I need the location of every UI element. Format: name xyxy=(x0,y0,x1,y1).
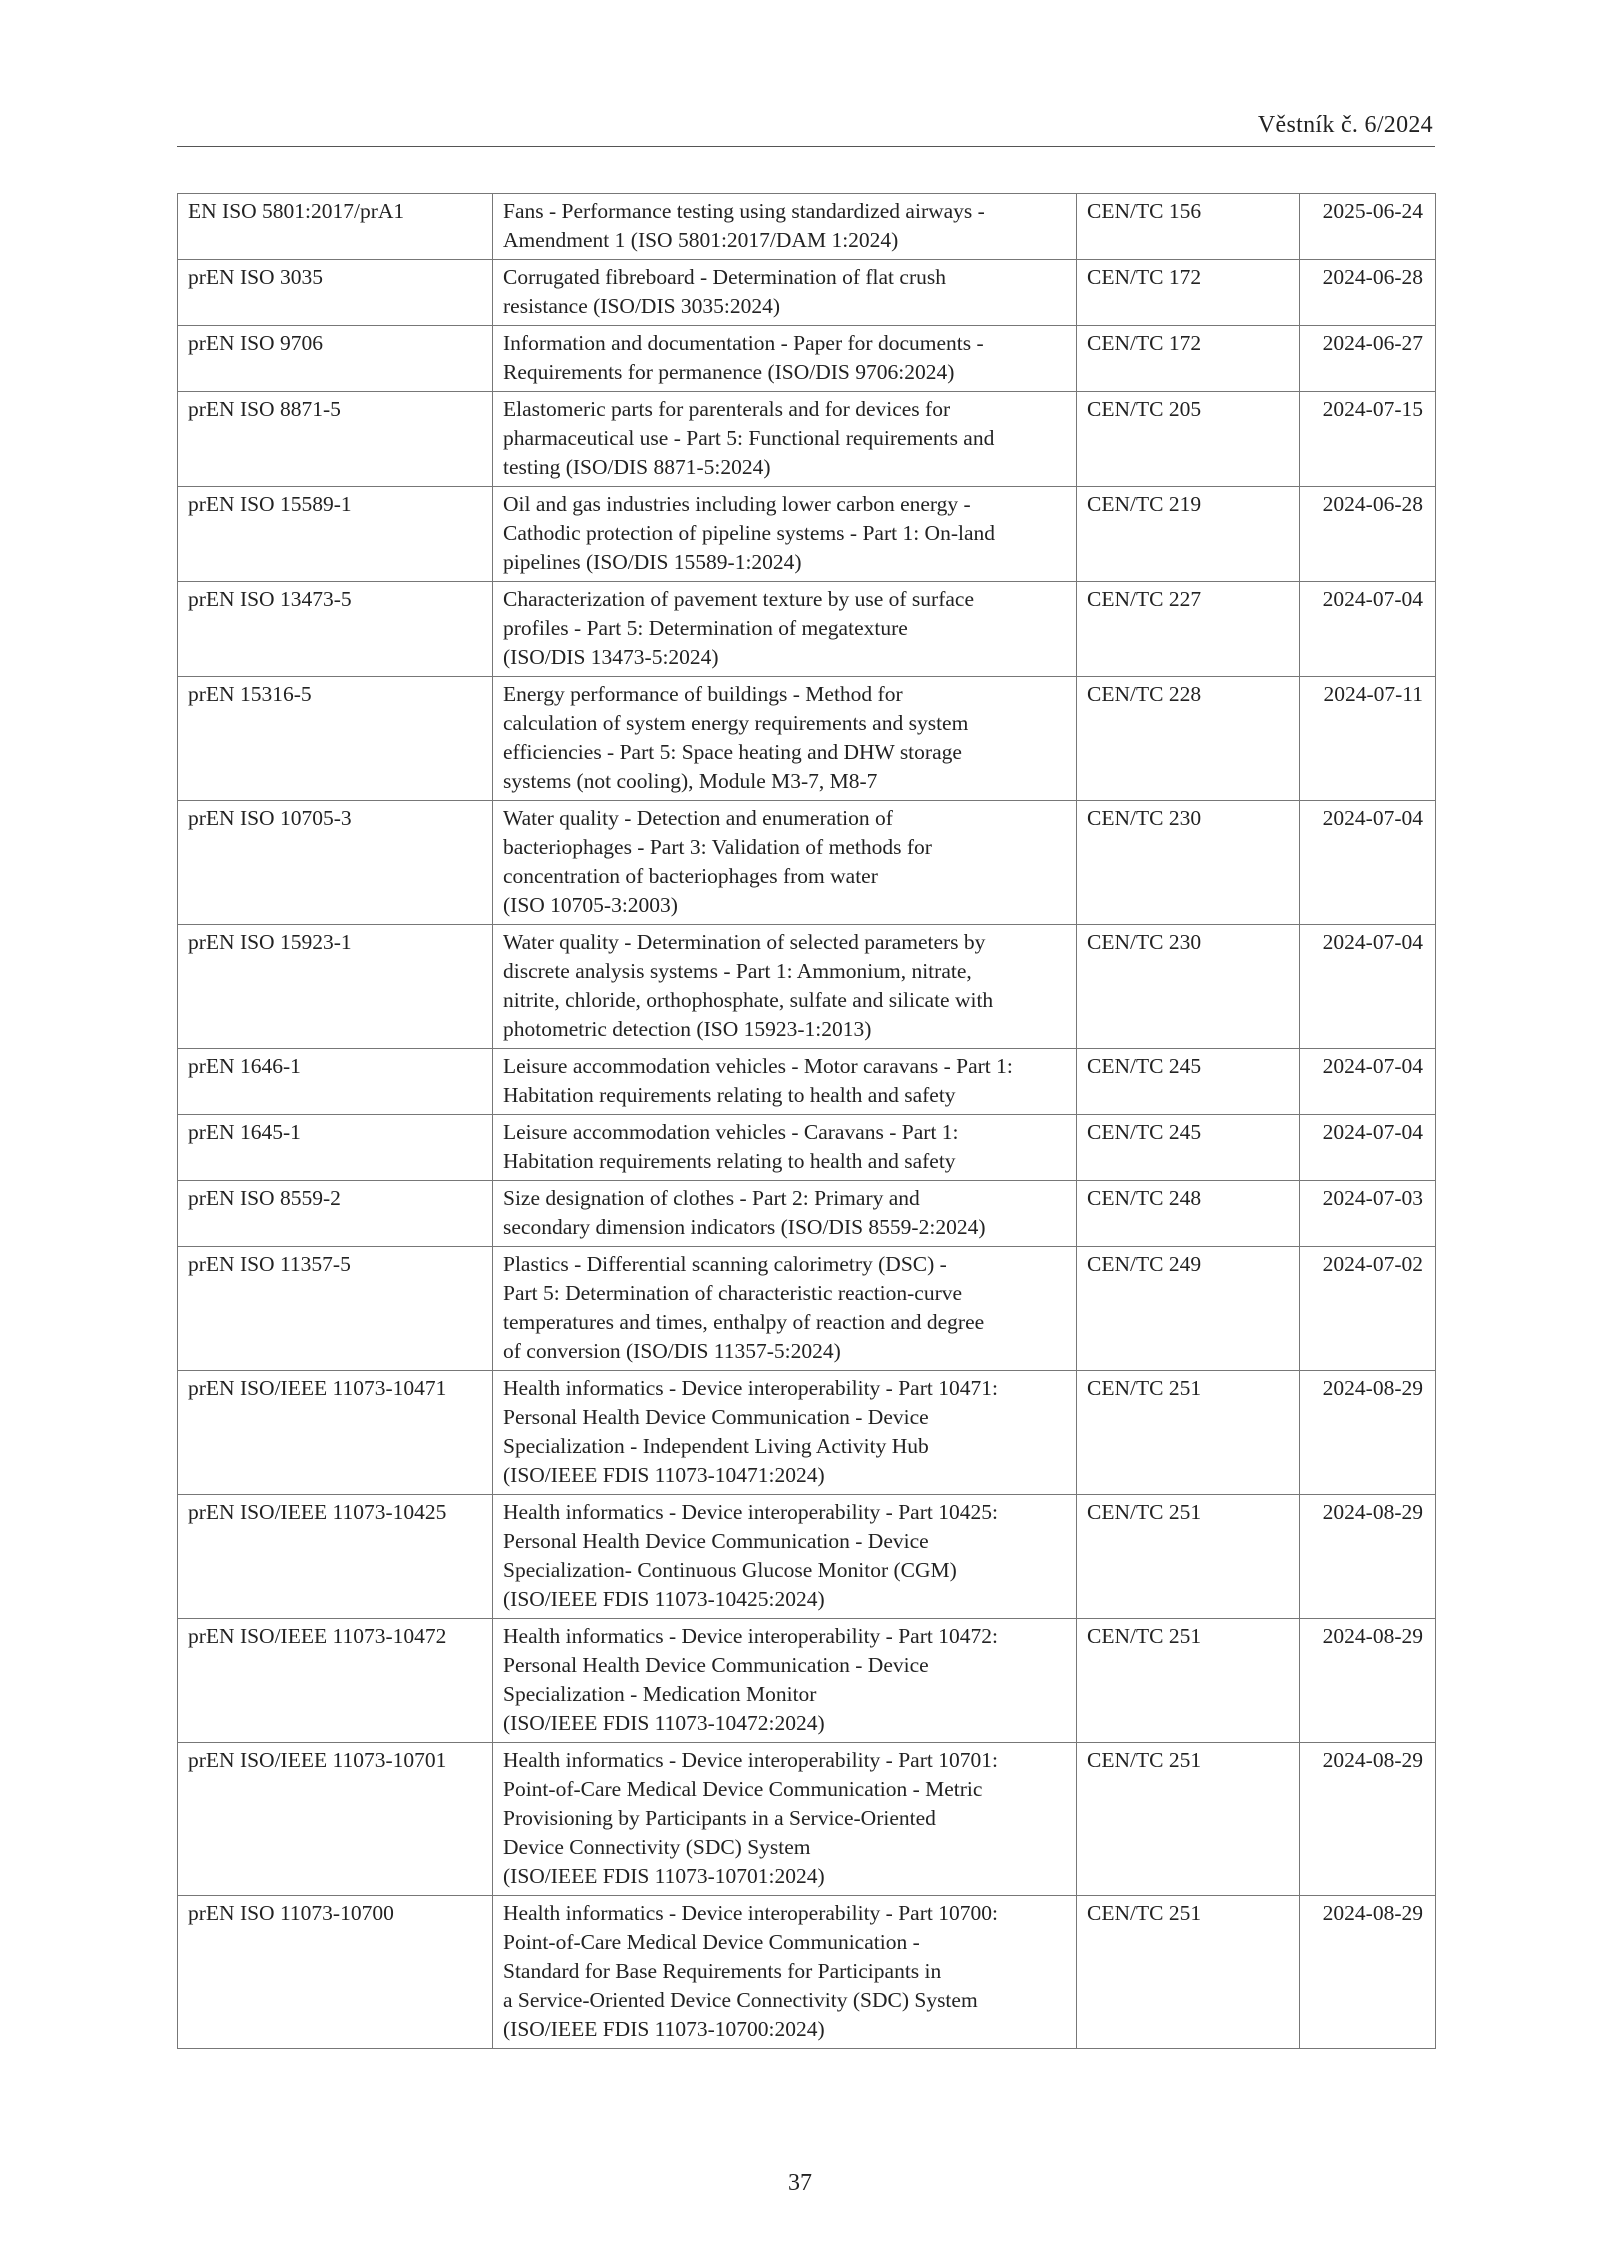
standard-title-line: Health informatics - Device interoperability - Part 10471: xyxy=(503,1376,998,1400)
technical-committee: CEN/TC 251 xyxy=(1077,1896,1300,2049)
standard-number: prEN ISO 9706 xyxy=(178,326,493,392)
standard-title xyxy=(493,1181,1077,1247)
standard-title-line: Health informatics - Device interoperability - Part 10701: xyxy=(503,1748,998,1772)
standard-number: prEN ISO 13473-5 xyxy=(178,582,493,677)
technical-committee: CEN/TC 219 xyxy=(1077,487,1300,582)
standard-number: prEN ISO 15923-1 xyxy=(178,925,493,1049)
table-row xyxy=(178,1115,1436,1181)
standard-title-line: resistance (ISO/DIS 3035:2024) xyxy=(503,294,781,318)
comment-deadline-date: 2024-07-02 xyxy=(1300,1247,1436,1371)
comment-deadline-date: 2024-08-29 xyxy=(1300,1743,1436,1896)
standard-number: prEN ISO 11357-5 xyxy=(178,1247,493,1371)
table-row xyxy=(178,1495,1436,1619)
standard-title-line: testing (ISO/DIS 8871-5:2024) xyxy=(503,455,771,479)
standard-title-line: (ISO/IEEE FDIS 11073-10701:2024) xyxy=(503,1864,825,1888)
standard-title xyxy=(493,582,1077,677)
standard-title xyxy=(493,925,1077,1049)
standard-title-line: Habitation requirements relating to health and safety xyxy=(503,1083,956,1107)
comment-deadline-date: 2024-07-04 xyxy=(1300,925,1436,1049)
technical-committee: CEN/TC 251 xyxy=(1077,1743,1300,1896)
standard-title xyxy=(493,194,1077,260)
comment-deadline-date: 2024-07-04 xyxy=(1300,1115,1436,1181)
standard-title-line: Specialization- Continuous Glucose Monitor (CGM) xyxy=(503,1558,957,1582)
standard-number: prEN ISO 10705-3 xyxy=(178,801,493,925)
standard-title-line: (ISO/IEEE FDIS 11073-10471:2024) xyxy=(503,1463,825,1487)
standard-title-line: Cathodic protection of pipeline systems - Part 1: On-land xyxy=(503,521,996,545)
standard-number: prEN ISO/IEEE 11073-10471 xyxy=(178,1371,493,1495)
standard-title-line: Energy performance of buildings - Method for xyxy=(503,682,903,706)
technical-committee: CEN/TC 228 xyxy=(1077,677,1300,801)
standard-title-line: of conversion (ISO/DIS 11357-5:2024) xyxy=(503,1339,841,1363)
table-row xyxy=(178,582,1436,677)
standard-title-line: Plastics - Differential scanning calorimetry (DSC) - xyxy=(503,1252,947,1276)
standard-number: prEN 1645-1 xyxy=(178,1115,493,1181)
comment-deadline-date: 2024-06-28 xyxy=(1300,487,1436,582)
standard-title-line: Corrugated fibreboard - Determination of flat crush xyxy=(503,265,946,289)
standard-number: prEN ISO/IEEE 11073-10701 xyxy=(178,1743,493,1896)
standard-title-line: a Service-Oriented Device Connectivity (SDC) System xyxy=(503,1988,978,2012)
standard-title-line: Specialization - Medication Monitor xyxy=(503,1682,817,1706)
technical-committee: CEN/TC 248 xyxy=(1077,1181,1300,1247)
standard-title-line: Personal Health Device Communication - Device xyxy=(503,1653,929,1677)
table-row xyxy=(178,194,1436,260)
table-row xyxy=(178,392,1436,487)
standard-title-line: Point-of-Care Medical Device Communication - xyxy=(503,1930,920,1954)
comment-deadline-date: 2024-07-11 xyxy=(1300,677,1436,801)
standard-title-line: systems (not cooling), Module M3-7, M8-7 xyxy=(503,769,878,793)
comment-deadline-date: 2024-08-29 xyxy=(1300,1495,1436,1619)
standard-title-line: Point-of-Care Medical Device Communication - Metric xyxy=(503,1777,983,1801)
standard-number: prEN ISO 8559-2 xyxy=(178,1181,493,1247)
standard-title-line: Health informatics - Device interoperability - Part 10425: xyxy=(503,1500,998,1524)
technical-committee: CEN/TC 205 xyxy=(1077,392,1300,487)
standard-number: prEN ISO 15589-1 xyxy=(178,487,493,582)
standard-title xyxy=(493,1619,1077,1743)
standard-title-line: Leisure accommodation vehicles - Motor caravans - Part 1: xyxy=(503,1054,1013,1078)
table-row xyxy=(178,487,1436,582)
standard-title-line: Part 5: Determination of characteristic reaction-curve xyxy=(503,1281,963,1305)
standard-title xyxy=(493,1247,1077,1371)
comment-deadline-date: 2024-07-03 xyxy=(1300,1181,1436,1247)
standard-title xyxy=(493,260,1077,326)
standard-title-line: Specialization - Independent Living Activity Hub xyxy=(503,1434,929,1458)
comment-deadline-date: 2024-06-28 xyxy=(1300,260,1436,326)
comment-deadline-date: 2024-08-29 xyxy=(1300,1896,1436,2049)
table-row xyxy=(178,801,1436,925)
standard-title-line: (ISO/DIS 13473-5:2024) xyxy=(503,645,719,669)
standard-title-line: temperatures and times, enthalpy of reaction and degree xyxy=(503,1310,985,1334)
standard-title-line: photometric detection (ISO 15923-1:2013) xyxy=(503,1017,872,1041)
standard-title-line: Information and documentation - Paper for documents - xyxy=(503,331,984,355)
standard-title-line: Oil and gas industries including lower carbon energy - xyxy=(503,492,971,516)
standard-title-line: (ISO 10705-3:2003) xyxy=(503,893,678,917)
standard-title-line: (ISO/IEEE FDIS 11073-10472:2024) xyxy=(503,1711,825,1735)
standard-title xyxy=(493,392,1077,487)
table-row xyxy=(178,1896,1436,2049)
technical-committee: CEN/TC 245 xyxy=(1077,1049,1300,1115)
standard-title xyxy=(493,1115,1077,1181)
standard-title-line: Personal Health Device Communication - Device xyxy=(503,1405,929,1429)
standard-title-line: Elastomeric parts for parenterals and for devices for xyxy=(503,397,951,421)
standard-title xyxy=(493,1495,1077,1619)
table-row xyxy=(178,260,1436,326)
bulletin-title: Věstník č. 6/2024 xyxy=(1257,112,1433,138)
technical-committee: CEN/TC 251 xyxy=(1077,1619,1300,1743)
standard-title-line: Water quality - Detection and enumeration of xyxy=(503,806,893,830)
comment-deadline-date: 2024-07-04 xyxy=(1300,582,1436,677)
technical-committee: CEN/TC 251 xyxy=(1077,1371,1300,1495)
technical-committee: CEN/TC 245 xyxy=(1077,1115,1300,1181)
technical-committee: CEN/TC 172 xyxy=(1077,260,1300,326)
standard-title-line: Health informatics - Device interoperability - Part 10700: xyxy=(503,1901,998,1925)
standard-title-line: efficiencies - Part 5: Space heating and DHW storage xyxy=(503,740,962,764)
standard-title-line: concentration of bacteriophages from water xyxy=(503,864,878,888)
technical-committee: CEN/TC 172 xyxy=(1077,326,1300,392)
technical-committee: CEN/TC 230 xyxy=(1077,925,1300,1049)
standards-table xyxy=(177,193,1436,2049)
standard-title-line: Habitation requirements relating to health and safety xyxy=(503,1149,956,1173)
standard-number: EN ISO 5801:2017/prA1 xyxy=(178,194,493,260)
standard-title-line: Personal Health Device Communication - Device xyxy=(503,1529,929,1553)
standard-title xyxy=(493,326,1077,392)
standard-title xyxy=(493,1371,1077,1495)
standard-title-line: Amendment 1 (ISO 5801:2017/DAM 1:2024) xyxy=(503,228,899,252)
standard-title-line: discrete analysis systems - Part 1: Ammonium, nitrate, xyxy=(503,959,972,983)
comment-deadline-date: 2024-07-04 xyxy=(1300,1049,1436,1115)
technical-committee: CEN/TC 249 xyxy=(1077,1247,1300,1371)
comment-deadline-date: 2024-06-27 xyxy=(1300,326,1436,392)
standard-title-line: pipelines (ISO/DIS 15589-1:2024) xyxy=(503,550,802,574)
standard-title-line: Provisioning by Participants in a Service-Oriented xyxy=(503,1806,936,1830)
standard-title xyxy=(493,801,1077,925)
table-row xyxy=(178,677,1436,801)
table-row xyxy=(178,1619,1436,1743)
standard-title-line: Fans - Performance testing using standardized airways - xyxy=(503,199,985,223)
standard-title-line: nitrite, chloride, orthophosphate, sulfate and silicate with xyxy=(503,988,994,1012)
standard-number: prEN 1646-1 xyxy=(178,1049,493,1115)
technical-committee: CEN/TC 251 xyxy=(1077,1495,1300,1619)
page-header xyxy=(177,112,1435,147)
standard-title xyxy=(493,487,1077,582)
standard-number: prEN ISO/IEEE 11073-10425 xyxy=(178,1495,493,1619)
standard-title-line: profiles - Part 5: Determination of megatexture xyxy=(503,616,908,640)
standard-title-line: Water quality - Determination of selected parameters by xyxy=(503,930,986,954)
table-row xyxy=(178,925,1436,1049)
standard-number: prEN ISO 11073-10700 xyxy=(178,1896,493,2049)
standard-title-line: Requirements for permanence (ISO/DIS 9706:2024) xyxy=(503,360,955,384)
standard-title-line: (ISO/IEEE FDIS 11073-10700:2024) xyxy=(503,2017,825,2041)
standard-title-line: Leisure accommodation vehicles - Caravans - Part 1: xyxy=(503,1120,959,1144)
standard-title-line: Size designation of clothes - Part 2: Primary and xyxy=(503,1186,920,1210)
standard-title-line: Characterization of pavement texture by use of surface xyxy=(503,587,974,611)
page-number: 37 xyxy=(788,2170,812,2196)
comment-deadline-date: 2024-08-29 xyxy=(1300,1371,1436,1495)
technical-committee: CEN/TC 230 xyxy=(1077,801,1300,925)
standard-title-line: bacteriophages - Part 3: Validation of methods for xyxy=(503,835,932,859)
standard-title-line: calculation of system energy requirements and system xyxy=(503,711,969,735)
table-row xyxy=(178,1181,1436,1247)
technical-committee: CEN/TC 156 xyxy=(1077,194,1300,260)
standard-title-line: Standard for Base Requirements for Participants in xyxy=(503,1959,942,1983)
table-row xyxy=(178,1049,1436,1115)
comment-deadline-date: 2024-07-15 xyxy=(1300,392,1436,487)
standard-title xyxy=(493,1049,1077,1115)
standard-title xyxy=(493,1743,1077,1896)
comment-deadline-date: 2024-07-04 xyxy=(1300,801,1436,925)
standard-title-line: (ISO/IEEE FDIS 11073-10425:2024) xyxy=(503,1587,825,1611)
comment-deadline-date: 2025-06-24 xyxy=(1300,194,1436,260)
standard-number: prEN 15316-5 xyxy=(178,677,493,801)
technical-committee: CEN/TC 227 xyxy=(1077,582,1300,677)
standard-title-line: secondary dimension indicators (ISO/DIS 8559-2:2024) xyxy=(503,1215,986,1239)
standards-table-body xyxy=(178,194,1436,2049)
comment-deadline-date: 2024-08-29 xyxy=(1300,1619,1436,1743)
standard-title xyxy=(493,677,1077,801)
table-row xyxy=(178,1743,1436,1896)
standard-title xyxy=(493,1896,1077,2049)
standard-title-line: Health informatics - Device interoperability - Part 10472: xyxy=(503,1624,998,1648)
standard-title-line: Device Connectivity (SDC) System xyxy=(503,1835,811,1859)
table-row xyxy=(178,326,1436,392)
table-row xyxy=(178,1247,1436,1371)
table-row xyxy=(178,1371,1436,1495)
standard-number: prEN ISO 8871-5 xyxy=(178,392,493,487)
standard-title-line: pharmaceutical use - Part 5: Functional requirements and xyxy=(503,426,995,450)
standard-number: prEN ISO 3035 xyxy=(178,260,493,326)
standard-number: prEN ISO/IEEE 11073-10472 xyxy=(178,1619,493,1743)
